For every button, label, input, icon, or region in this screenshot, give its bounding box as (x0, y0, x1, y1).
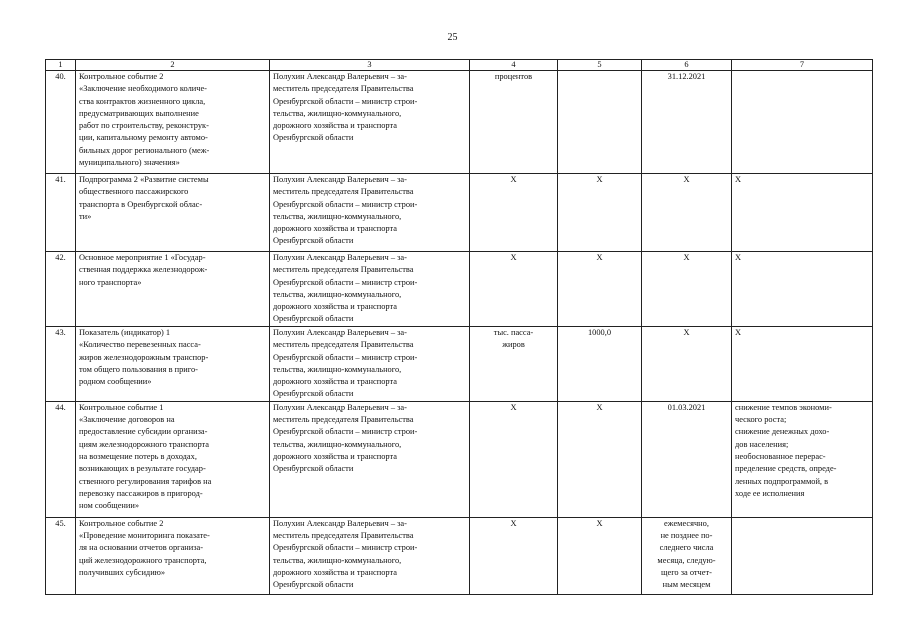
column-header: 1 (46, 60, 76, 71)
row-name: Основное мероприятие 1 «Государ- ственная поддержка железнодорож- ного транспорта» (76, 252, 270, 327)
row-responsible: Полухин Александр Валерьевич – за- меститель председателя Правительства Оренбургской области – министр строи- тельства, жилищно-коммунального, дорожного хозяйства и транспорта Оренбургской области (270, 71, 470, 174)
row-unit: X (470, 401, 558, 517)
row-date: 01.03.2021 (642, 401, 732, 517)
column-header: 5 (558, 60, 642, 71)
row-unit: X (470, 174, 558, 252)
row-date: ежемесячно, не позднее по- следнего числа месяца, следую- щего за отчет- ным месяцем (642, 517, 732, 594)
row-unit: X (470, 252, 558, 327)
row-value: X (558, 174, 642, 252)
table-row (46, 71, 873, 174)
table-row (46, 327, 873, 402)
column-number-header-row (46, 60, 873, 71)
row-risks: X (732, 327, 873, 402)
row-risks: снижение темпов экономи- ческого роста; снижение денежных дохо- дов населения; необоснованное перерас- пределение средств, опреде- ленных подпрограммой, в ходе ее исполнения (732, 401, 873, 517)
row-number: 43. (46, 327, 76, 402)
row-name: Контрольное событие 1 «Заключение договоров на предоставление субсидии организа- циям железнодорожного транспорта на возмещение потерь в доходах, возникающих в результате государ- ственного регулирования тарифов на перевозку пассажиров в пригород- ном сообщении» (76, 401, 270, 517)
row-responsible: Полухин Александр Валерьевич – за- меститель председателя Правительства Оренбургской области – министр строи- тельства, жилищно-коммунального, дорожного хозяйства и транспорта Оренбургской области (270, 517, 470, 594)
row-number: 44. (46, 401, 76, 517)
page-number: 25 (447, 32, 458, 43)
table-row (46, 174, 873, 252)
row-number: 41. (46, 174, 76, 252)
row-risks: X (732, 252, 873, 327)
column-header: 6 (642, 60, 732, 71)
row-number: 45. (46, 517, 76, 594)
column-header: 4 (470, 60, 558, 71)
row-responsible: Полухин Александр Валерьевич – за- меститель председателя Правительства Оренбургской области – министр строи- тельства, жилищно-коммунального, дорожного хозяйства и транспорта Оренбургской области (270, 174, 470, 252)
row-date: X (642, 174, 732, 252)
row-date: X (642, 252, 732, 327)
column-header: 2 (76, 60, 270, 71)
row-number: 40. (46, 71, 76, 174)
row-name: Подпрограмма 2 «Развитие системы общественного пассажирского транспорта в Оренбургской облас- ти» (76, 174, 270, 252)
row-value: X (558, 401, 642, 517)
row-name: Контрольное событие 2 «Заключение необходимого количе- ства контрактов жизненного цикла, предусматривающих выполнение работ по строительству, реконструк- ции, капитальному ремонту автомо- бильных дорог регионального (меж- муниципального) значения» (76, 71, 270, 174)
row-responsible: Полухин Александр Валерьевич – за- меститель председателя Правительства Оренбургской области – министр строи- тельства, жилищно-коммунального, дорожного хозяйства и транспорта Оренбургской области (270, 252, 470, 327)
table-row (46, 252, 873, 327)
row-value: X (558, 517, 642, 594)
table-row (46, 401, 873, 517)
row-risks (732, 71, 873, 174)
table-row (46, 517, 873, 594)
row-risks: X (732, 174, 873, 252)
row-name: Показатель (индикатор) 1 «Количество перевезенных пасса- жиров железнодорожным транспор- том общего пользования в приго- родном сообщении» (76, 327, 270, 402)
row-responsible: Полухин Александр Валерьевич – за- меститель председателя Правительства Оренбургской области – министр строи- тельства, жилищно-коммунального, дорожного хозяйства и транспорта Оренбургской области (270, 327, 470, 402)
row-value: 1000,0 (558, 327, 642, 402)
row-responsible: Полухин Александр Валерьевич – за- меститель председателя Правительства Оренбургской области – министр строи- тельства, жилищно-коммунального, дорожного хозяйства и транспорта Оренбургской области (270, 401, 470, 517)
row-number: 42. (46, 252, 76, 327)
row-unit: X (470, 517, 558, 594)
row-date: X (642, 327, 732, 402)
row-unit: процентов (470, 71, 558, 174)
row-unit: тыс. пасса- жиров (470, 327, 558, 402)
row-date: 31.12.2021 (642, 71, 732, 174)
row-value (558, 71, 642, 174)
column-header: 3 (270, 60, 470, 71)
row-risks (732, 517, 873, 594)
row-value: X (558, 252, 642, 327)
row-name: Контрольное событие 2 «Проведение мониторинга показате- ля на основании отчетов организа- ций железнодорожного транспорта, получивших субсидию» (76, 517, 270, 594)
control-events-table (45, 59, 873, 595)
column-header: 7 (732, 60, 873, 71)
